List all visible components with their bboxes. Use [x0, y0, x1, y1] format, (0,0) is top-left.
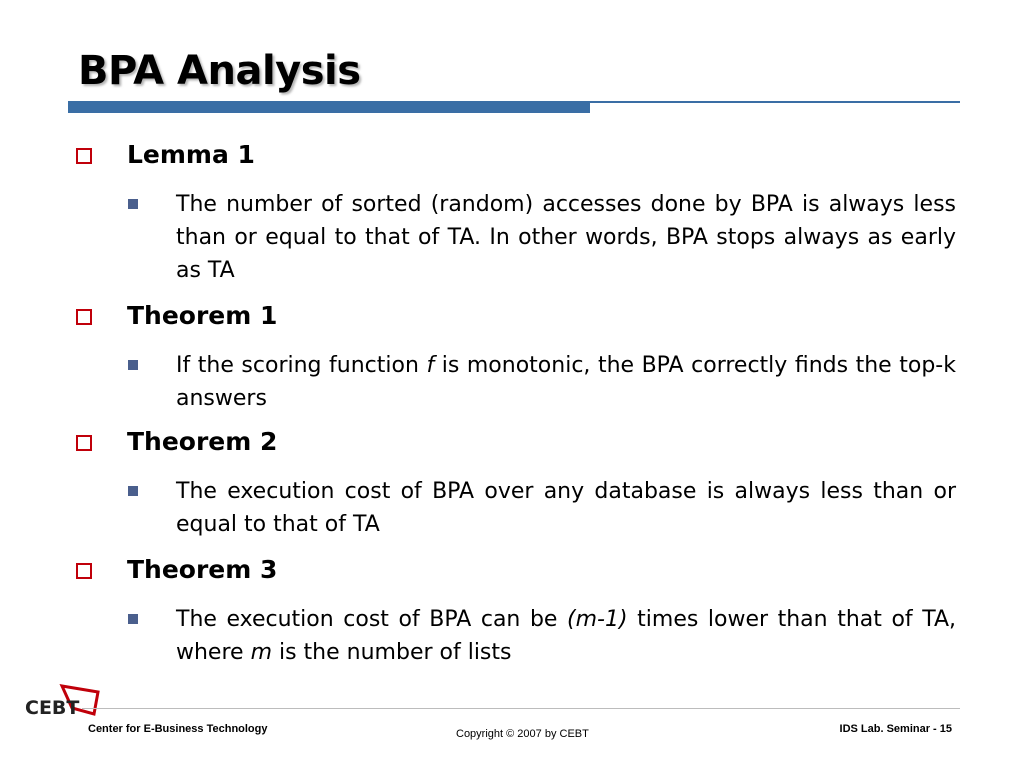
logo-text: CEBT	[25, 697, 80, 719]
bullet-theorem-1	[76, 299, 956, 415]
hollow-square-bullet-icon	[76, 435, 92, 451]
bullet-heading: Theorem 2	[127, 427, 278, 456]
bullet-theorem-2	[76, 425, 956, 541]
hollow-square-bullet-icon	[76, 563, 92, 579]
function-symbol: f	[426, 353, 435, 378]
footer-slide-number: IDS Lab. Seminar - 15	[839, 723, 952, 735]
bullet-heading: Lemma 1	[127, 140, 255, 169]
slide-title: BPA Analysis	[78, 48, 361, 94]
cebt-logo-icon	[24, 684, 104, 724]
title-underline-thick	[68, 101, 590, 113]
bullet-text: The execution cost of BPA can be (m-1) times lower than that of TA, where m is the number of lists	[176, 607, 956, 665]
filled-square-bullet-icon	[128, 360, 138, 370]
footer-divider	[82, 708, 960, 709]
footer-copyright: Copyright © 2007 by CEBT	[456, 728, 589, 740]
slide-content	[76, 138, 956, 679]
bullet-text: If the scoring function f is monotonic, the BPA correctly finds the top-k answers	[176, 353, 956, 411]
bullet-heading: Theorem 3	[127, 555, 278, 584]
footer-organization: Center for E-Business Technology	[88, 723, 268, 735]
bullet-theorem-3	[76, 553, 956, 669]
bullet-text: The number of sorted (random) accesses done by BPA is always less than or equal to that of TA. In other words, BPA stops always as early as TA	[176, 192, 956, 283]
hollow-square-bullet-icon	[76, 309, 92, 325]
filled-square-bullet-icon	[128, 486, 138, 496]
bullet-text: The execution cost of BPA over any database is always less than or equal to that of TA	[176, 479, 956, 537]
bullet-heading: Theorem 1	[127, 301, 278, 330]
filled-square-bullet-icon	[128, 199, 138, 209]
factor-symbol: (m-1)	[567, 607, 628, 632]
hollow-square-bullet-icon	[76, 148, 92, 164]
title-underline-thin	[590, 101, 960, 103]
variable-symbol: m	[250, 640, 272, 665]
filled-square-bullet-icon	[128, 614, 138, 624]
bullet-lemma-1	[76, 138, 956, 287]
